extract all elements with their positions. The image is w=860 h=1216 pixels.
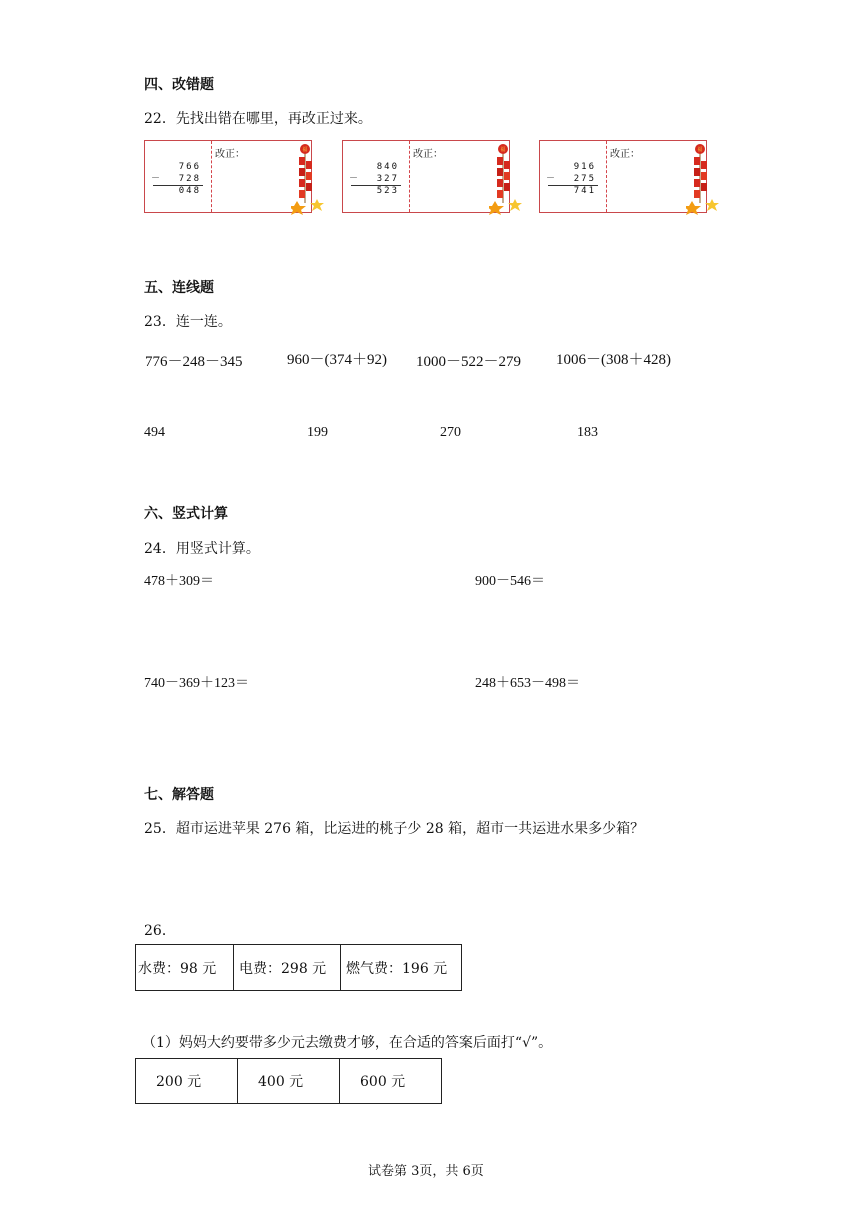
- svg-text:福: 福: [697, 147, 703, 153]
- match-answer-1: 494: [144, 425, 165, 440]
- subtrahend: 728: [178, 174, 201, 184]
- minus-sign: －: [546, 174, 556, 184]
- fix-label: 改正：: [610, 149, 640, 160]
- match-expression-2: 960－(374＋92): [287, 352, 387, 368]
- match-answer-4: 183: [577, 425, 598, 440]
- calc-item-2: 900－546＝: [475, 574, 545, 589]
- option-400[interactable]: 400 元: [238, 1059, 340, 1104]
- section-4-title: 四、改错题: [144, 77, 214, 93]
- result: 523: [376, 186, 399, 196]
- question-22-prompt: 22．先找出错在哪里，再改正过来。: [144, 111, 372, 127]
- match-expression-3: 1000－522－279: [416, 354, 522, 370]
- fee-water: 水费：98 元: [136, 945, 234, 991]
- vertical-subtraction: [149, 161, 205, 197]
- question-26-number: 26．: [144, 923, 176, 939]
- match-expression-1: 776－248－345: [145, 354, 243, 370]
- calc-item-1: 478＋309＝: [144, 574, 214, 589]
- correction-card-3: [539, 140, 707, 213]
- correction-card-1: [144, 140, 312, 213]
- option-200[interactable]: 200 元: [136, 1059, 238, 1104]
- question-24-prompt: 24．用竖式计算。: [144, 541, 260, 557]
- minus-sign: －: [349, 174, 359, 184]
- svg-text:福: 福: [500, 147, 506, 153]
- minus-sign: －: [151, 174, 161, 184]
- section-6-title: 六、竖式计算: [144, 506, 228, 522]
- minuend: 916: [573, 162, 596, 172]
- minuend: 840: [376, 162, 399, 172]
- fix-label: 改正：: [215, 149, 245, 160]
- firecracker-icon: [291, 143, 331, 215]
- question-25-prompt: 25．超市运进苹果 276 箱，比运进的桃子少 28 箱，超市一共运进水果多少箱？: [144, 821, 645, 837]
- correction-card-2: [342, 140, 510, 213]
- page-footer: 试卷第 3页，共 6页: [368, 1164, 484, 1179]
- minuend: 766: [178, 162, 201, 172]
- subtrahend: 327: [376, 174, 399, 184]
- match-answer-2: 199: [307, 425, 328, 440]
- section-7-title: 七、解答题: [144, 787, 214, 803]
- option-600[interactable]: 600 元: [340, 1059, 442, 1104]
- options-table: [135, 1058, 442, 1104]
- fee-electricity: 电费：298 元: [234, 945, 341, 991]
- fee-gas: 燃气费：196 元: [341, 945, 462, 991]
- firecracker-icon: [489, 143, 529, 215]
- calc-item-4: 248＋653－498＝: [475, 676, 580, 691]
- match-expression-4: 1006－(308＋428): [556, 352, 671, 368]
- card-divider: [211, 141, 212, 212]
- question-23-prompt: 23．连一连。: [144, 314, 232, 330]
- question-26-sub1: （1）妈妈大约要带多少元去缴费才够，在合适的答案后面打“√”。: [142, 1035, 553, 1051]
- card-divider: [606, 141, 607, 212]
- subtrahend: 275: [573, 174, 596, 184]
- result: 741: [573, 186, 596, 196]
- vertical-subtraction: [544, 161, 600, 197]
- firecracker-icon: [686, 143, 726, 215]
- match-answer-3: 270: [440, 425, 461, 440]
- fix-label: 改正：: [413, 149, 443, 160]
- result: 048: [178, 186, 201, 196]
- svg-text:福: 福: [302, 147, 308, 153]
- card-divider: [409, 141, 410, 212]
- vertical-subtraction: [347, 161, 403, 197]
- section-5-title: 五、连线题: [144, 280, 214, 296]
- calc-item-3: 740－369＋123＝: [144, 676, 249, 691]
- fees-table: [135, 944, 462, 991]
